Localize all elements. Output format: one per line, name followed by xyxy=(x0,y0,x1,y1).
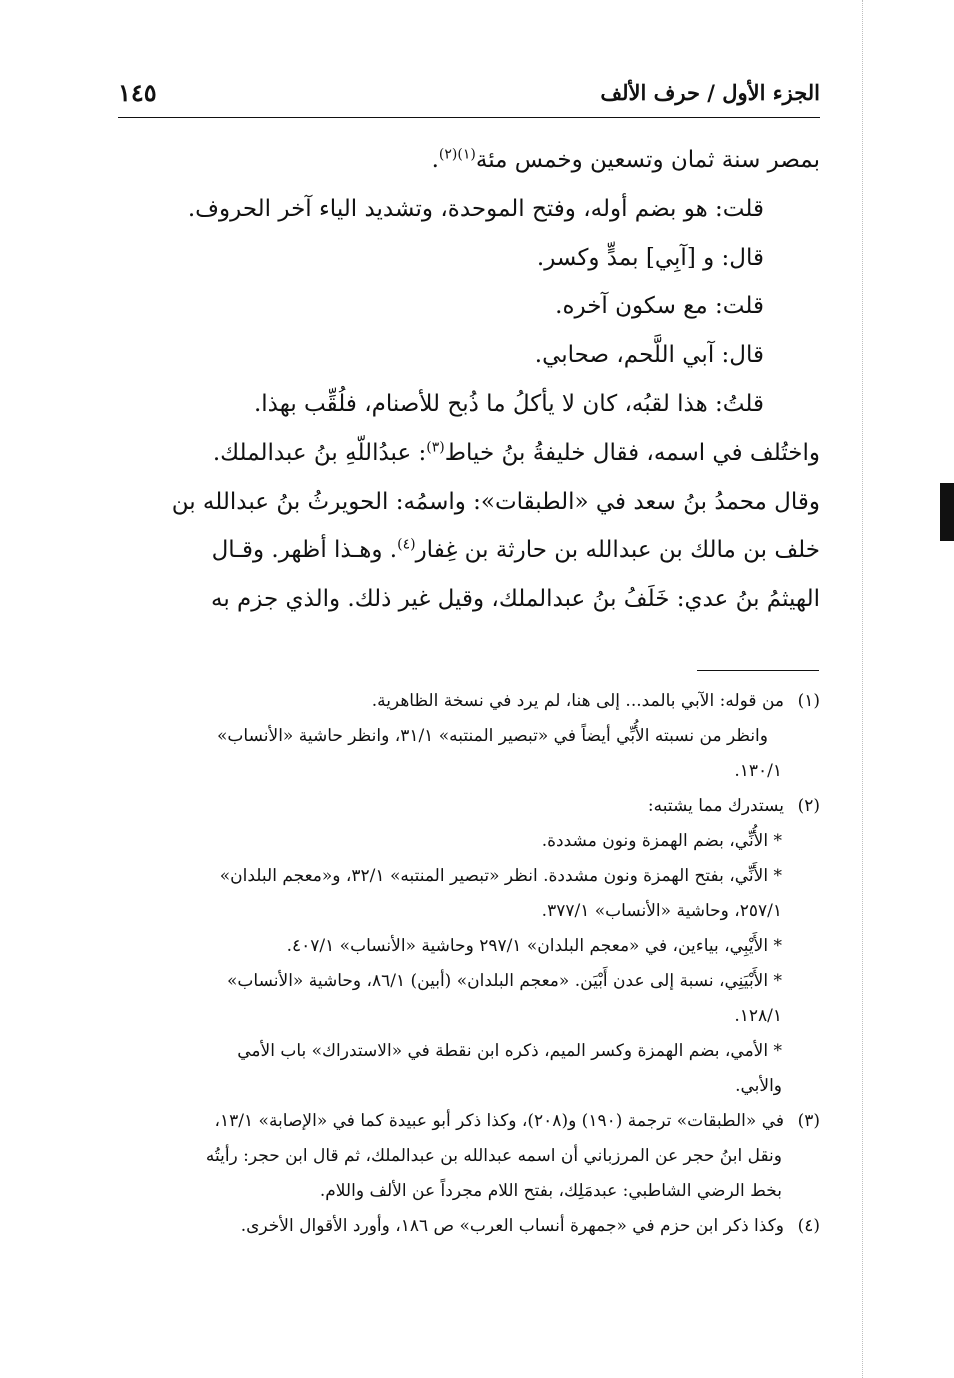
thumb-index-tab xyxy=(940,483,954,541)
footnote-line: * الأَبْيَنِي، نسبة إلى عدن أَبْيَن. «معجم البلدان» (أبين) ٨٦/١، وحاشية «الأنساب» xyxy=(227,971,782,991)
body-line: قلت: مع سكون آخره. xyxy=(555,293,764,320)
footnote-line: * الأمي، بضم الهمزة وكسر الميم، ذكره ابن نقطة في «الاستدراك» باب الأمي xyxy=(237,1041,782,1061)
footnote-line: ٢٥٧/١، وحاشية «الأنساب» ٣٧٧/١. xyxy=(541,901,782,921)
footnote-line: والأبي. xyxy=(735,1076,782,1096)
footnote-line: (٤)وكذا ذكر ابن حزم في «جمهرة أنساب العرب» ص ١٨٦، وأورد الأقوال الأخرى. xyxy=(116,1209,820,1244)
page-number: ١٤٥ xyxy=(118,78,157,107)
body-line: وقال محمدُ بنُ سعد في «الطبقات»: واسمُه: الحويرثُ بنُ عبدالله بن xyxy=(171,488,820,515)
body-line: قلت: هو بضم أوله، وفتح الموحدة، وتشديد الياء آخر الحروف. xyxy=(187,195,764,222)
footnote-rule xyxy=(697,670,819,671)
body-text xyxy=(116,136,820,624)
page-header xyxy=(118,70,820,114)
footnote-line: ١٢٨/١. xyxy=(734,1006,782,1026)
footnote-line: * الأَيْبِي، بياءين، في «معجم البلدان» ٢٩٧/١ وحاشية «الأنساب» ٤٠٧/١. xyxy=(286,936,782,956)
footnote-line: وانظر من نسبته الأُبِّي أيضاً في «تبصير المنتبه» ٣١/١، وانظر حاشية «الأنساب» xyxy=(217,726,768,746)
footnote-number: (٣) xyxy=(797,1111,820,1131)
body-line: قال: آبي اللَّحم، صحابي. xyxy=(534,342,764,369)
footnote-line: ونقل ابنُ حجر عن المرزباني أن اسمه عبدالله بن عبدالملك، ثم قال ابن حجر: رأيتُه xyxy=(205,1146,782,1166)
body-line: واختُلف في اسمه، فقال خليفةُ بنُ خياط$^{(٣)}$: عبدُاللّهِ بنُ عبدالملك. xyxy=(212,439,820,466)
body-line: بمصر سنة ثمان وتسعين وخمس مئة$^{(١)(٢)}$. xyxy=(431,146,820,173)
footnotes xyxy=(116,684,820,1244)
footnote-line: * الأُنِّي، بضم الهمزة ونون مشددة. xyxy=(541,831,782,851)
footnote-line: بخط الرضي الشاطبي: عبدمَلِك، بفتح اللام مجرداً عن الألف واللام. xyxy=(319,1181,782,1201)
running-title: الجزء الأول / حرف الألف xyxy=(600,80,820,105)
footnote-number: (٢) xyxy=(797,796,820,816)
footnote-line: ١٣٠/١. xyxy=(734,761,782,781)
header-rule xyxy=(118,117,820,118)
body-line: خلف بن مالك بن عبدالله بن حارثة بن غِفار$^{(٤)}$. وهـذا أظهر. وقـال xyxy=(211,536,820,564)
body-line: الهيثمُ بنُ عدي: خَلَفُ بنُ عبدالملك، وقيل غير ذلك. والذي جزم به xyxy=(211,586,820,613)
footnote-line: (١)من قوله: الآبي بالمد... إلى هنا، لم يرد في نسخة الظاهرية. xyxy=(116,684,820,719)
footnote-line: (٢)يستدرك مما يشتبه: xyxy=(116,789,820,824)
footnote-number: (٤) xyxy=(797,1216,820,1236)
footnote-line: (٣)في «الطبقات» ترجمة (١٩٠) و(٢٠٨)، وكذا ذكر أبو عبيدة كما في «الإصابة» ١٣/١، xyxy=(116,1104,820,1139)
body-line: قلتُ: هذا لقبُه، كان لا يأكلُ ما ذُبح للأصنام، فلُقِّب بهذا. xyxy=(253,390,764,417)
footnote-line: * الأَنِّي، بفتح الهمزة ونون مشددة. انظر «تبصير المنتبه» ٣٢/١، و«معجم البلدان» xyxy=(219,866,782,886)
body-line: قال: و [آبِي] بمدٍّ وكسر. xyxy=(536,244,764,271)
footnote-number: (١) xyxy=(797,691,820,711)
page-edge-dotted-line xyxy=(862,0,863,1378)
